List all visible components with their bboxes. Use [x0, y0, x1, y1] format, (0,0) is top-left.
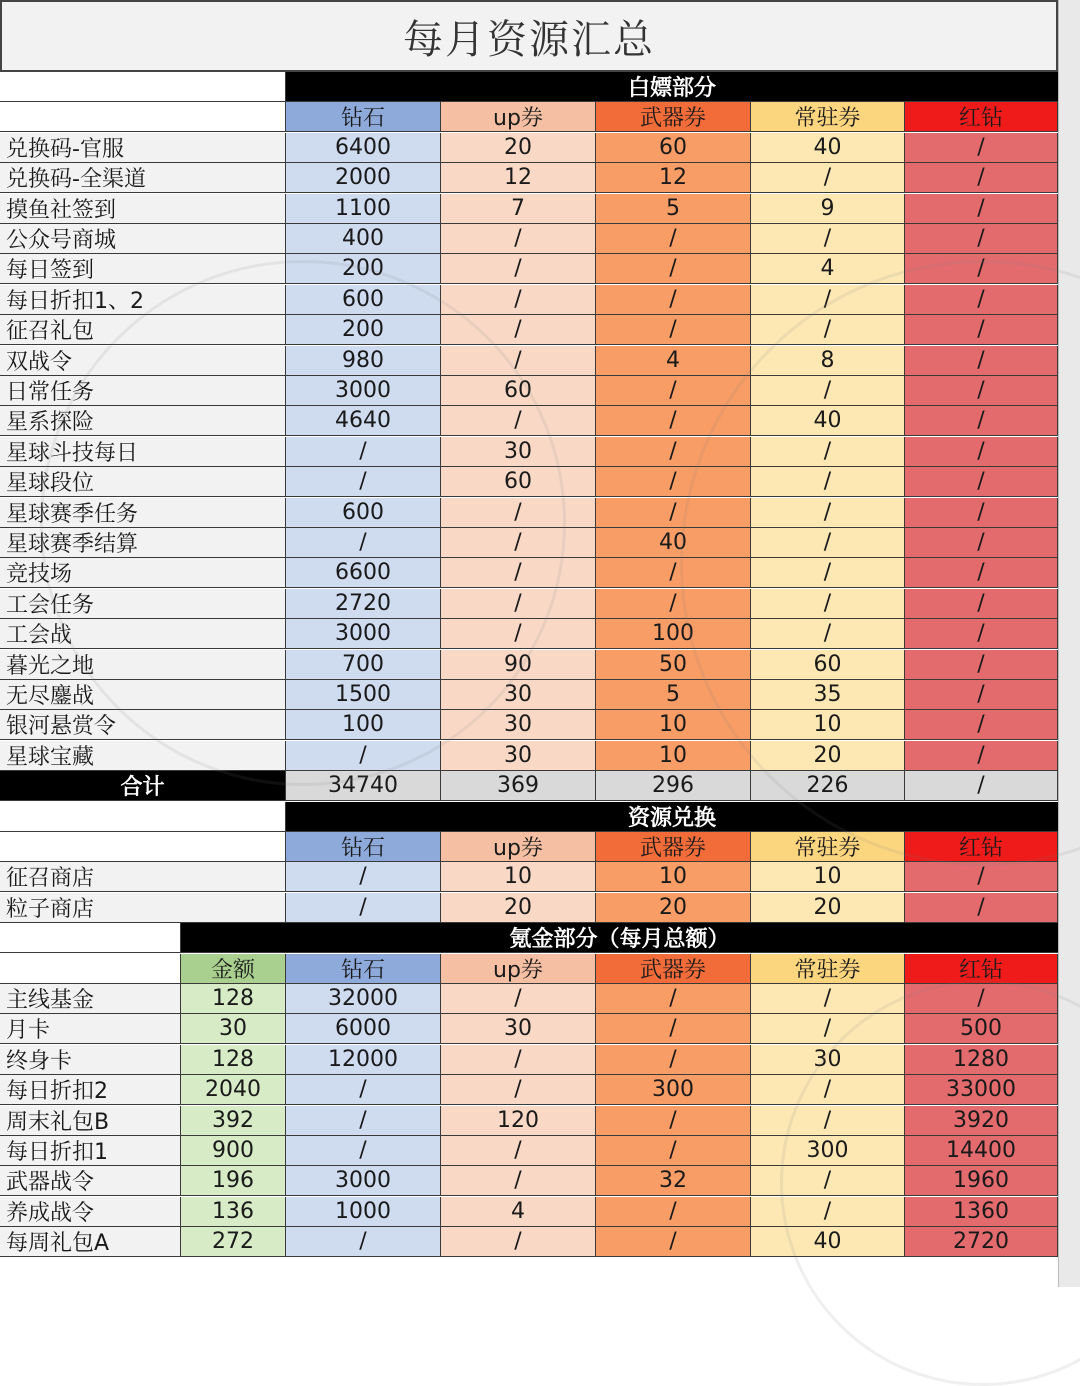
- value-cell: /: [905, 437, 1058, 467]
- value-cell: /: [286, 741, 441, 771]
- value-cell: 20: [596, 893, 751, 923]
- row-label: 终身卡: [0, 1045, 181, 1075]
- value-cell: /: [596, 589, 751, 619]
- value-cell: 33000: [905, 1075, 1058, 1105]
- value-cell: /: [596, 224, 751, 254]
- value-cell: 8: [751, 346, 905, 376]
- column-header: 常驻券: [751, 954, 905, 984]
- column-header: 红钻: [905, 954, 1058, 984]
- value-cell: /: [441, 589, 596, 619]
- value-cell: 4: [596, 346, 751, 376]
- column-header: 武器券: [596, 954, 751, 984]
- value-cell: 3000: [286, 376, 441, 406]
- value-cell: /: [751, 1075, 905, 1105]
- value-cell: /: [905, 498, 1058, 528]
- value-cell: 10: [596, 862, 751, 892]
- value-cell: /: [905, 650, 1058, 680]
- total-value: 369: [441, 771, 596, 801]
- value-cell: 500: [905, 1014, 1058, 1044]
- value-cell: 600: [286, 285, 441, 315]
- row-label: 星系探险: [0, 406, 286, 436]
- value-cell: /: [905, 893, 1058, 923]
- value-cell: 136: [181, 1197, 286, 1227]
- value-cell: /: [905, 862, 1058, 892]
- row-label: 周末礼包B: [0, 1106, 181, 1136]
- value-cell: /: [286, 528, 441, 558]
- total-value: 296: [596, 771, 751, 801]
- value-cell: 100: [596, 619, 751, 649]
- column-header: up券: [441, 832, 596, 862]
- value-cell: /: [286, 1227, 441, 1257]
- value-cell: 30: [441, 437, 596, 467]
- value-cell: 30: [441, 680, 596, 710]
- value-cell: 128: [181, 984, 286, 1014]
- value-cell: /: [441, 619, 596, 649]
- section-title-exchange: 资源兑换: [286, 802, 1058, 832]
- value-cell: 200: [286, 315, 441, 345]
- value-cell: 1100: [286, 194, 441, 224]
- value-cell: 300: [751, 1136, 905, 1166]
- row-label: 星球段位: [0, 467, 286, 497]
- value-cell: /: [751, 589, 905, 619]
- value-cell: 1000: [286, 1197, 441, 1227]
- value-cell: /: [905, 254, 1058, 284]
- value-cell: /: [596, 315, 751, 345]
- value-cell: /: [905, 467, 1058, 497]
- row-label: 兑换码-官服: [0, 133, 286, 163]
- total-value: /: [905, 771, 1058, 801]
- value-cell: 1960: [905, 1166, 1058, 1196]
- column-header: 武器券: [596, 102, 751, 132]
- value-cell: /: [596, 1014, 751, 1044]
- value-cell: /: [751, 1166, 905, 1196]
- value-cell: /: [751, 984, 905, 1014]
- value-cell: 60: [441, 467, 596, 497]
- value-cell: /: [751, 1014, 905, 1044]
- value-cell: /: [751, 437, 905, 467]
- value-cell: /: [905, 984, 1058, 1014]
- value-cell: /: [286, 437, 441, 467]
- row-label: 征召礼包: [0, 315, 286, 345]
- value-cell: /: [905, 528, 1058, 558]
- row-label: 工会任务: [0, 589, 286, 619]
- value-cell: 3000: [286, 619, 441, 649]
- blank-cell: [0, 923, 181, 953]
- value-cell: /: [905, 163, 1058, 193]
- value-cell: /: [286, 1136, 441, 1166]
- value-cell: 30: [181, 1014, 286, 1044]
- value-cell: 32: [596, 1166, 751, 1196]
- value-cell: /: [751, 315, 905, 345]
- value-cell: 20: [751, 741, 905, 771]
- value-cell: 1280: [905, 1045, 1058, 1075]
- value-cell: 128: [181, 1045, 286, 1075]
- value-cell: 6400: [286, 133, 441, 163]
- value-cell: /: [441, 1136, 596, 1166]
- value-cell: /: [751, 1106, 905, 1136]
- value-cell: /: [905, 285, 1058, 315]
- value-cell: 10: [596, 741, 751, 771]
- value-cell: /: [441, 1075, 596, 1105]
- row-label: 竞技场: [0, 558, 286, 588]
- row-label: 无尽鏖战: [0, 680, 286, 710]
- value-cell: /: [751, 376, 905, 406]
- value-cell: /: [286, 1075, 441, 1105]
- value-cell: /: [441, 406, 596, 436]
- row-label: 公众号商城: [0, 224, 286, 254]
- value-cell: 2720: [905, 1227, 1058, 1257]
- row-label: 粒子商店: [0, 893, 286, 923]
- value-cell: /: [441, 528, 596, 558]
- value-cell: 2000: [286, 163, 441, 193]
- column-header: up券: [441, 102, 596, 132]
- value-cell: 40: [596, 528, 751, 558]
- value-cell: /: [751, 528, 905, 558]
- value-cell: /: [905, 133, 1058, 163]
- value-cell: 32000: [286, 984, 441, 1014]
- value-cell: /: [905, 224, 1058, 254]
- value-cell: 10: [751, 862, 905, 892]
- row-label: 摸鱼社签到: [0, 194, 286, 224]
- value-cell: 4640: [286, 406, 441, 436]
- value-cell: 4: [441, 1197, 596, 1227]
- row-label: 每周礼包A: [0, 1227, 181, 1257]
- value-cell: /: [441, 285, 596, 315]
- row-label: 星球宝藏: [0, 741, 286, 771]
- value-cell: /: [596, 285, 751, 315]
- value-cell: /: [596, 406, 751, 436]
- value-cell: /: [751, 285, 905, 315]
- value-cell: /: [905, 558, 1058, 588]
- value-cell: 10: [596, 710, 751, 740]
- value-cell: 90: [441, 650, 596, 680]
- right-gutter: [1058, 0, 1080, 1287]
- value-cell: 2040: [181, 1075, 286, 1105]
- value-cell: /: [286, 893, 441, 923]
- value-cell: /: [905, 346, 1058, 376]
- value-cell: /: [441, 1227, 596, 1257]
- value-cell: /: [441, 498, 596, 528]
- value-cell: 3920: [905, 1106, 1058, 1136]
- value-cell: /: [596, 376, 751, 406]
- value-cell: 2720: [286, 589, 441, 619]
- value-cell: /: [596, 1106, 751, 1136]
- row-label: 星球赛季任务: [0, 498, 286, 528]
- blank-cell: [0, 954, 181, 984]
- row-label: 征召商店: [0, 862, 286, 892]
- value-cell: 980: [286, 346, 441, 376]
- value-cell: 30: [751, 1045, 905, 1075]
- value-cell: 14400: [905, 1136, 1058, 1166]
- value-cell: /: [596, 1045, 751, 1075]
- value-cell: 12000: [286, 1045, 441, 1075]
- value-cell: 200: [286, 254, 441, 284]
- value-cell: /: [596, 558, 751, 588]
- section-title-paid: 氪金部分（每月总额）: [181, 923, 1058, 953]
- value-cell: 272: [181, 1227, 286, 1257]
- blank-cell: [0, 802, 286, 832]
- value-cell: /: [441, 1045, 596, 1075]
- row-label: 每日签到: [0, 254, 286, 284]
- value-cell: 1360: [905, 1197, 1058, 1227]
- value-cell: /: [286, 467, 441, 497]
- value-cell: 120: [441, 1106, 596, 1136]
- value-cell: 700: [286, 650, 441, 680]
- value-cell: /: [905, 315, 1058, 345]
- value-cell: /: [905, 680, 1058, 710]
- value-cell: /: [441, 224, 596, 254]
- value-cell: /: [905, 376, 1058, 406]
- value-cell: 100: [286, 710, 441, 740]
- value-cell: /: [441, 558, 596, 588]
- value-cell: 600: [286, 498, 441, 528]
- value-cell: 7: [441, 194, 596, 224]
- value-cell: 10: [751, 710, 905, 740]
- sheet-title: 每月资源汇总: [0, 0, 1058, 72]
- value-cell: 40: [751, 133, 905, 163]
- value-cell: 392: [181, 1106, 286, 1136]
- column-header: 钻石: [286, 954, 441, 984]
- value-cell: 60: [441, 376, 596, 406]
- value-cell: /: [751, 467, 905, 497]
- value-cell: /: [751, 224, 905, 254]
- row-label: 双战令: [0, 346, 286, 376]
- value-cell: /: [596, 1197, 751, 1227]
- value-cell: /: [905, 406, 1058, 436]
- blank-cell: [0, 72, 286, 102]
- value-cell: 5: [596, 680, 751, 710]
- value-cell: /: [905, 710, 1058, 740]
- value-cell: /: [596, 984, 751, 1014]
- value-cell: /: [596, 1136, 751, 1166]
- value-cell: /: [286, 862, 441, 892]
- value-cell: 300: [596, 1075, 751, 1105]
- value-cell: 1500: [286, 680, 441, 710]
- row-label: 每日折扣1、2: [0, 285, 286, 315]
- value-cell: 30: [441, 741, 596, 771]
- value-cell: /: [905, 619, 1058, 649]
- blank-cell: [0, 832, 286, 862]
- value-cell: 4: [751, 254, 905, 284]
- value-cell: 20: [751, 893, 905, 923]
- total-value: 34740: [286, 771, 441, 801]
- row-label: 武器战令: [0, 1166, 181, 1196]
- row-label: 星球赛季结算: [0, 528, 286, 558]
- value-cell: 12: [596, 163, 751, 193]
- value-cell: 50: [596, 650, 751, 680]
- value-cell: /: [751, 558, 905, 588]
- value-cell: 40: [751, 406, 905, 436]
- blank-cell: [0, 102, 286, 132]
- value-cell: 60: [596, 133, 751, 163]
- column-header: 红钻: [905, 832, 1058, 862]
- value-cell: /: [751, 163, 905, 193]
- value-cell: 30: [441, 710, 596, 740]
- total-value: 226: [751, 771, 905, 801]
- value-cell: 400: [286, 224, 441, 254]
- section-title-free: 白嫖部分: [286, 72, 1058, 102]
- value-cell: 40: [751, 1227, 905, 1257]
- value-cell: /: [441, 984, 596, 1014]
- row-label: 暮光之地: [0, 650, 286, 680]
- value-cell: 900: [181, 1136, 286, 1166]
- row-label: 月卡: [0, 1014, 181, 1044]
- column-header: 钻石: [286, 102, 441, 132]
- value-cell: /: [751, 1197, 905, 1227]
- column-header: up券: [441, 954, 596, 984]
- value-cell: 20: [441, 893, 596, 923]
- row-label: 日常任务: [0, 376, 286, 406]
- value-cell: /: [441, 1166, 596, 1196]
- row-label: 主线基金: [0, 984, 181, 1014]
- value-cell: /: [905, 194, 1058, 224]
- value-cell: /: [596, 1227, 751, 1257]
- value-cell: /: [751, 619, 905, 649]
- value-cell: /: [751, 498, 905, 528]
- value-cell: /: [286, 1106, 441, 1136]
- value-cell: 60: [751, 650, 905, 680]
- value-cell: /: [441, 254, 596, 284]
- row-label: 星球斗技每日: [0, 437, 286, 467]
- value-cell: 5: [596, 194, 751, 224]
- column-header: 武器券: [596, 832, 751, 862]
- value-cell: 20: [441, 133, 596, 163]
- value-cell: 6000: [286, 1014, 441, 1044]
- value-cell: 6600: [286, 558, 441, 588]
- value-cell: /: [441, 346, 596, 376]
- value-cell: 10: [441, 862, 596, 892]
- value-cell: 12: [441, 163, 596, 193]
- value-cell: 35: [751, 680, 905, 710]
- row-label: 兑换码-全渠道: [0, 163, 286, 193]
- column-header: 钻石: [286, 832, 441, 862]
- value-cell: 3000: [286, 1166, 441, 1196]
- value-cell: 9: [751, 194, 905, 224]
- value-cell: 196: [181, 1166, 286, 1196]
- column-header: 金额: [181, 954, 286, 984]
- row-label: 银河悬赏令: [0, 710, 286, 740]
- column-header: 常驻券: [751, 832, 905, 862]
- value-cell: /: [441, 315, 596, 345]
- value-cell: /: [596, 254, 751, 284]
- value-cell: /: [596, 437, 751, 467]
- row-label: 每日折扣2: [0, 1075, 181, 1105]
- total-label: 合计: [0, 771, 286, 801]
- row-label: 每日折扣1: [0, 1136, 181, 1166]
- row-label: 工会战: [0, 619, 286, 649]
- value-cell: /: [905, 589, 1058, 619]
- value-cell: /: [596, 498, 751, 528]
- column-header: 红钻: [905, 102, 1058, 132]
- column-header: 常驻券: [751, 102, 905, 132]
- value-cell: 30: [441, 1014, 596, 1044]
- value-cell: /: [905, 741, 1058, 771]
- row-label: 养成战令: [0, 1197, 181, 1227]
- value-cell: /: [596, 467, 751, 497]
